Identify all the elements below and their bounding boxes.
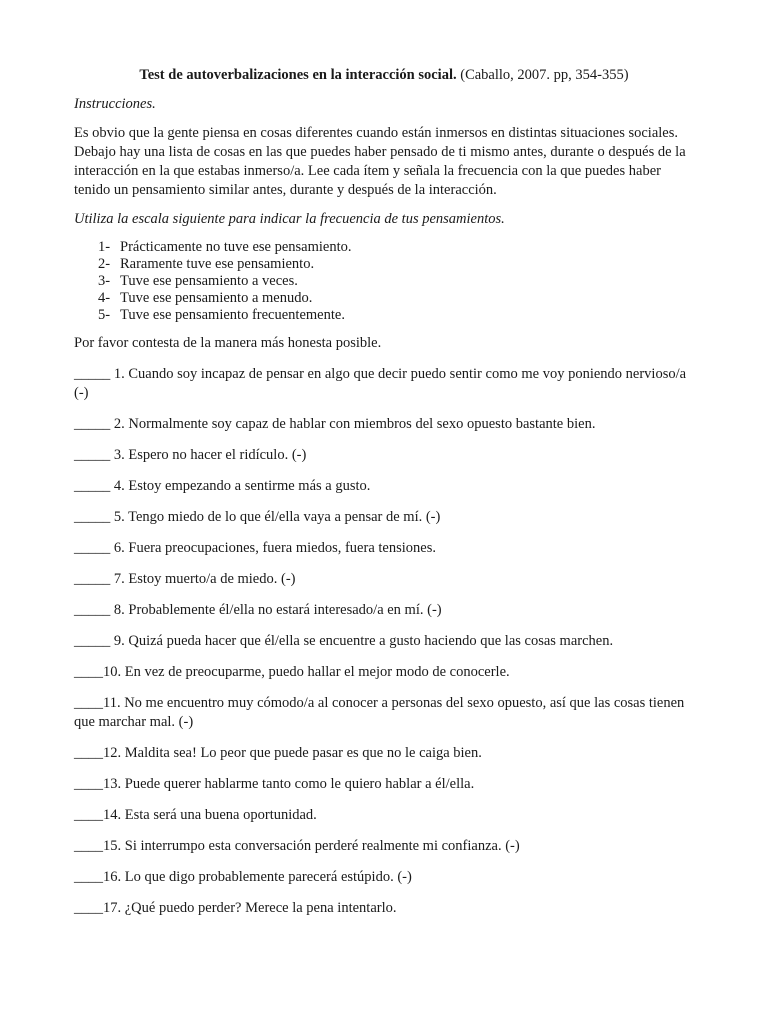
questionnaire-item: ____12. Maldita sea! Lo peor que puede pasar es que no le caiga bien. — [74, 745, 482, 761]
scale-item-number: 5- — [98, 307, 111, 323]
title-bold: Test de autoverbalizaciones en la interacción social. — [139, 67, 457, 83]
questionnaire-item: _____ 3. Espero no hacer el ridículo. (-) — [74, 447, 307, 463]
questionnaire-item: _____ 5. Tengo miedo de lo que él/ella vaya a pensar de mí. (-) — [74, 509, 441, 525]
questionnaire-items — [74, 365, 694, 918]
scale-item-text: Prácticamente no tuve ese pensamiento. — [120, 239, 352, 255]
scale-item-number: 2- — [98, 256, 111, 272]
scale-item-text: Raramente tuve ese pensamiento. — [120, 256, 315, 272]
please-answer-text: Por favor contesta de la manera más honesta posible. — [74, 335, 382, 351]
scale-item-number: 1- — [98, 239, 111, 255]
questionnaire-item: ____17. ¿Qué puedo perder? Merece la pena intentarlo. — [74, 900, 397, 916]
questionnaire-item: ____15. Si interrumpo esta conversación perderé realmente mi confianza. (-) — [74, 838, 520, 854]
questionnaire-item: ____14. Esta será una buena oportunidad. — [74, 807, 317, 823]
questionnaire-item: ____11. No me encuentro muy cómodo/a al conocer a personas del sexo opuesto, así que las cosas tienen que marchar mal. (-) — [74, 695, 685, 730]
questionnaire-item: _____ 1. Cuando soy incapaz de pensar en algo que decir puedo sentir como me voy poniendo nervioso/a (-) — [74, 366, 687, 401]
questionnaire-item: ____10. En vez de preocuparme, puedo hallar el mejor modo de conocerle. — [74, 664, 510, 680]
questionnaire-item: ____13. Puede querer hablarme tanto como le quiero hablar a él/ella. — [74, 776, 475, 792]
questionnaire-item: _____ 9. Quizá pueda hacer que él/ella se encuentre a gusto haciendo que las cosas marchen. — [74, 633, 614, 649]
document-title — [74, 66, 694, 85]
intro-paragraph: Es obvio que la gente piensa en cosas diferentes cuando están inmersos en distintas situaciones sociales. Debajo hay una lista de cosas en las que puedes haber pensado de ti mismo antes, durante o después de la interacción en la que estabas inmerso/a. Lee cada ítem y señala la frecuencia con la que puedes haber tenido un pensamiento similar antes, durante y después de la interacción. — [74, 125, 686, 198]
questionnaire-item: _____ 7. Estoy muerto/a de miedo. (-) — [74, 571, 296, 587]
scale-item — [98, 239, 694, 256]
questionnaire-item: _____ 4. Estoy empezando a sentirme más a gusto. — [74, 478, 371, 494]
questionnaire-item: _____ 6. Fuera preocupaciones, fuera miedos, fuera tensiones. — [74, 540, 436, 556]
scale-item-text: Tuve ese pensamiento frecuentemente. — [120, 307, 345, 323]
instructions-heading: Instrucciones. — [74, 96, 156, 112]
scale-list — [98, 239, 694, 324]
scale-heading: Utiliza la escala siguiente para indicar la frecuencia de tus pensamientos. — [74, 211, 505, 227]
scale-item-number: 4- — [98, 290, 111, 306]
scale-item-text: Tuve ese pensamiento a veces. — [120, 273, 298, 289]
scale-item — [98, 307, 694, 324]
scale-item — [98, 273, 694, 290]
questionnaire-item: _____ 8. Probablemente él/ella no estará interesado/a en mí. (-) — [74, 602, 442, 618]
questionnaire-item: _____ 2. Normalmente soy capaz de hablar con miembros del sexo opuesto bastante bien. — [74, 416, 596, 432]
scale-item-number: 3- — [98, 273, 111, 289]
title-citation: (Caballo, 2007. pp, 354-355) — [456, 67, 629, 83]
scale-item-text: Tuve ese pensamiento a menudo. — [120, 290, 313, 306]
scale-item — [98, 256, 694, 273]
questionnaire-item: ____16. Lo que digo probablemente parecerá estúpido. (-) — [74, 869, 412, 885]
scale-item — [98, 290, 694, 307]
